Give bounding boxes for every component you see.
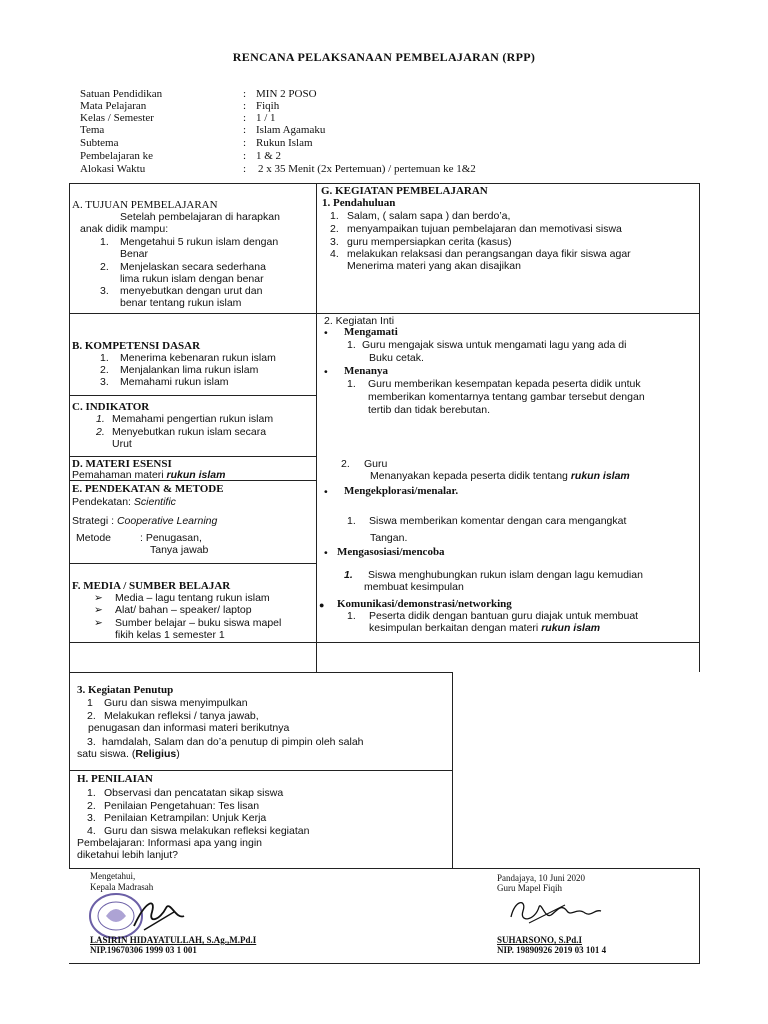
- table-top-border: [69, 183, 700, 184]
- table-bottom-border: [69, 672, 453, 673]
- list-item-text: Alat/ bahan – speaker/ laptop: [115, 604, 252, 616]
- sign-left-line1: Mengetahui,: [90, 871, 136, 881]
- list-number: 1.: [330, 210, 339, 222]
- list-item-text: Menjelaskan secara sederhana: [120, 261, 266, 273]
- section-g-ask-heading: Menanya: [344, 365, 388, 377]
- table-right-border: [699, 183, 700, 672]
- identity-colon: :: [243, 88, 247, 100]
- list-item-text: Observasi dan pencatatan sikap siswa: [104, 787, 284, 799]
- list-item-text: Guru mengajak siswa untuk mengamati lagu yang ada di: [362, 339, 627, 351]
- ask-item2-b: Menanyakan kepada peserta didik tentang rukun islam: [370, 470, 630, 482]
- sign-right-line1: Pandajaya, 10 Juni 2020: [497, 873, 585, 883]
- list-number: 3.: [330, 236, 339, 248]
- list-item-text: Memahami pengertian rukun islam: [112, 413, 274, 425]
- list-item-text: Guru dan siswa melakukan refleksi kegiatan: [104, 825, 310, 837]
- sign-right-line2: Guru Mapel Fiqih: [497, 883, 562, 893]
- list-item-text: Penilaian Ketrampilan: Unjuk Kerja: [104, 812, 267, 824]
- list-number: 3.: [100, 285, 109, 297]
- list-number: 1.: [96, 413, 105, 425]
- identity-value: Rukun Islam: [256, 137, 313, 149]
- list-item-text: menyebutkan dengan urut dan: [120, 285, 263, 297]
- closing-item3-num: 3.: [87, 736, 96, 748]
- section-a-intro-2: anak didik mampu:: [80, 223, 169, 235]
- section-e-heading: E. PENDEKATAN & METODE: [72, 483, 224, 495]
- identity-label: Mata Pelajaran: [80, 100, 147, 112]
- identity-colon: :: [243, 124, 247, 136]
- identity-label: Tema: [80, 124, 105, 136]
- sign-left-line2: Kepala Madrasah: [90, 882, 154, 892]
- list-number: 3.: [87, 812, 96, 824]
- ask-item2-num: 2.: [341, 458, 350, 470]
- signature-box-right: [699, 868, 700, 964]
- section-g-core-heading: 2. Kegiatan Inti: [324, 315, 395, 327]
- bullet-assoc: •: [324, 547, 328, 559]
- section-e-method-value-1: : Penugasan,: [140, 532, 202, 544]
- list-number: 1.: [347, 378, 356, 390]
- closing-item3-line2: satu siswa. (Religius): [77, 748, 180, 760]
- teacher-signature-icon: [505, 893, 605, 929]
- sign-left-nip: NIP.19670306 1999 03 1 001: [90, 945, 197, 955]
- signature-box-bottom: [69, 963, 700, 964]
- section-h-footer-1: Pembelajaran: Informasi apa yang ingin: [77, 837, 263, 849]
- identity-value: MIN 2 POSO: [256, 88, 317, 100]
- section-g-assoc-heading: Mengasosiasi/mencoba: [337, 546, 445, 558]
- list-number: 1.: [87, 787, 96, 799]
- list-number: 4.: [330, 248, 339, 260]
- list-number: 4.: [87, 825, 96, 837]
- section-g-intro-heading: 1. Pendahuluan: [322, 197, 396, 209]
- section-a-intro-1: Setelah pembelajaran di harapkan: [120, 211, 280, 223]
- bullet-observe: •: [324, 327, 328, 339]
- list-number: 1: [87, 697, 93, 709]
- identity-colon: :: [243, 100, 247, 112]
- identity-value: Islam Agamaku: [256, 124, 326, 136]
- identity-value: 1 & 2: [256, 150, 282, 162]
- identity-label: Subtema: [80, 137, 119, 149]
- signature-box-top: [69, 868, 700, 869]
- section-c-heading: C. INDIKATOR: [72, 401, 150, 413]
- list-item-text: Buku cetak.: [369, 352, 424, 364]
- list-number: 2.: [87, 800, 96, 812]
- section-e-method-value-2: Tanya jawab: [150, 544, 209, 556]
- list-number: 2.: [96, 426, 105, 438]
- section-h-footer-2: diketahui lebih lanjut?: [77, 849, 178, 861]
- identity-colon: :: [243, 150, 247, 162]
- arrow-bullet-icon: ➢: [94, 617, 103, 629]
- bullet-comm: ●: [319, 600, 325, 610]
- comm-num: 1.: [347, 610, 356, 622]
- list-item-text: tertib dan tidak berebutan.: [368, 404, 491, 416]
- identity-label: Alokasi Waktu: [80, 163, 146, 175]
- page-title: RENCANA PELAKSANAAN PEMBELAJARAN (RPP): [232, 50, 536, 64]
- list-item-text: memberikan komentarnya tentang gambar tersebut dengan: [368, 391, 645, 403]
- list-item-text: Mengetahui 5 rukun islam dengan: [120, 236, 279, 248]
- section-d-heading: D. MATERI ESENSI: [72, 458, 172, 470]
- list-number: 1.: [100, 236, 109, 248]
- section-g-comm-heading: Komunikasi/demonstrasi/networking: [337, 598, 512, 610]
- section-e-method-label: Metode: [76, 532, 112, 544]
- table-left-border: [69, 183, 70, 672]
- identity-value: 1 / 1: [256, 112, 276, 124]
- section-h-heading: H. PENILAIAN: [77, 773, 153, 785]
- list-number: 2.: [330, 223, 339, 235]
- list-number: 2.: [100, 364, 109, 376]
- list-number: 1.: [347, 339, 356, 351]
- closing-item3-line1: hamdalah, Salam dan do’a penutup di pimpin oleh salah: [102, 736, 364, 748]
- section-g-heading: G. KEGIATAN PEMBELAJARAN: [321, 185, 488, 197]
- list-item-text: Memahami rukun islam: [120, 376, 229, 388]
- closing-box-divider: [69, 770, 453, 771]
- list-number: 1.: [100, 352, 109, 364]
- identity-value: Fiqih: [256, 100, 280, 112]
- list-item-text: melakukan relaksasi dan perangsangan daya fikir siswa agar: [347, 248, 631, 260]
- identity-colon: :: [243, 163, 247, 175]
- assoc-line-2: membuat kesimpulan: [364, 581, 464, 593]
- list-item-text: Guru dan siswa menyimpulkan: [104, 697, 248, 709]
- assoc-num: 1.: [344, 569, 353, 581]
- list-item-text: benar tentang rukun islam: [120, 297, 242, 309]
- list-item-text: Menyebutkan rukun islam secara: [112, 426, 267, 438]
- bullet-explore: •: [324, 486, 328, 498]
- row-divider-1: [69, 313, 700, 314]
- comm-line-2: kesimpulan berkaitan dengan materi rukun islam: [369, 622, 601, 634]
- sign-right-nip: NIP. 19890926 2019 03 101 4: [497, 945, 607, 955]
- section-a-heading: A. TUJUAN PEMBELAJARAN: [72, 199, 218, 211]
- bullet-ask: •: [324, 366, 328, 378]
- list-item-text: Melakukan refleksi / tanya jawab,: [104, 710, 259, 722]
- list-item-text: guru mempersiapkan cerita (kasus): [347, 236, 512, 248]
- list-item-text: Penilaian Pengetahuan: Tes lisan: [104, 800, 260, 812]
- explore-num: 1.: [347, 515, 356, 527]
- list-item-text: Urut: [112, 438, 132, 450]
- section-g-explore-heading: Mengekplorasi/menalar.: [344, 485, 459, 497]
- identity-colon: :: [243, 112, 247, 124]
- ask-item2-a: Guru: [364, 458, 388, 470]
- list-number: 2.: [100, 261, 109, 273]
- list-item-text: menyampaikan tujuan pembelajaran dan memotivasi siswa: [347, 223, 622, 235]
- list-item-text: Menjalankan lima rukun islam: [120, 364, 259, 376]
- list-item-text: Guru memberikan kesempatan kepada peserta didik untuk: [368, 378, 641, 390]
- list-item-text: penugasan dan informasi materi berikutnya: [88, 722, 290, 734]
- row-divider-2: [69, 395, 316, 396]
- list-number: 2.: [87, 710, 96, 722]
- section-d-text: Pemahaman materi rukun islam: [72, 469, 226, 481]
- list-item-text: Salam, ( salam sapa ) dan berdo’a,: [347, 210, 511, 222]
- row-divider-5: [69, 563, 316, 564]
- sign-left-name: LASIRIN HIDAYATULLAH, S.Ag.,M.Pd.I: [90, 935, 257, 945]
- list-item-text: lima rukun islam dengan benar: [120, 273, 264, 285]
- assoc-line-1: Siswa menghubungkan rukun islam dengan lagu kemudian: [368, 569, 643, 581]
- row-divider-3: [69, 456, 316, 457]
- section-e-strategy: Strategi : Cooperative Learning: [72, 515, 218, 527]
- list-item-text: Menerima kebenaran rukun islam: [120, 352, 276, 364]
- identity-label: Kelas / Semester: [80, 112, 154, 124]
- section-e-approach: Pendekatan: Scientific: [72, 496, 176, 508]
- identity-label: Satuan Pendidikan: [80, 88, 163, 100]
- list-item-text: Benar: [120, 248, 149, 260]
- list-item-text: Sumber belajar – buku siswa mapel: [115, 617, 282, 629]
- identity-value: 2 x 35 Menit (2x Pertemuan) / pertemuan ke 1&2: [258, 163, 476, 175]
- arrow-bullet-icon: ➢: [94, 592, 103, 604]
- row-divider-6: [69, 642, 700, 643]
- section-b-heading: B. KOMPETENSI DASAR: [72, 340, 201, 352]
- table-center-divider: [316, 183, 317, 672]
- section-g-observe-heading: Mengamati: [344, 326, 398, 338]
- list-item-text: fikih kelas 1 semester 1: [115, 629, 225, 641]
- list-item-text: Media – lagu tentang rukun islam: [115, 592, 270, 604]
- section-f-heading: F. MEDIA / SUMBER BELAJAR: [72, 580, 231, 592]
- explore-line-1: Siswa memberikan komentar dengan cara mengangkat: [369, 515, 627, 527]
- comm-line-1: Peserta didik dengan bantuan guru diajak untuk membuat: [369, 610, 639, 622]
- list-item-text: Menerima materi yang akan disajikan: [347, 260, 521, 272]
- explore-line-2: Tangan.: [370, 532, 408, 544]
- arrow-bullet-icon: ➢: [94, 604, 103, 616]
- identity-label: Pembelajaran ke: [80, 150, 153, 162]
- list-number: 3.: [100, 376, 109, 388]
- closing-heading: 3. Kegiatan Penutup: [77, 684, 174, 696]
- identity-colon: :: [243, 137, 247, 149]
- sign-right-name: SUHARSONO, S.Pd.I: [497, 935, 583, 945]
